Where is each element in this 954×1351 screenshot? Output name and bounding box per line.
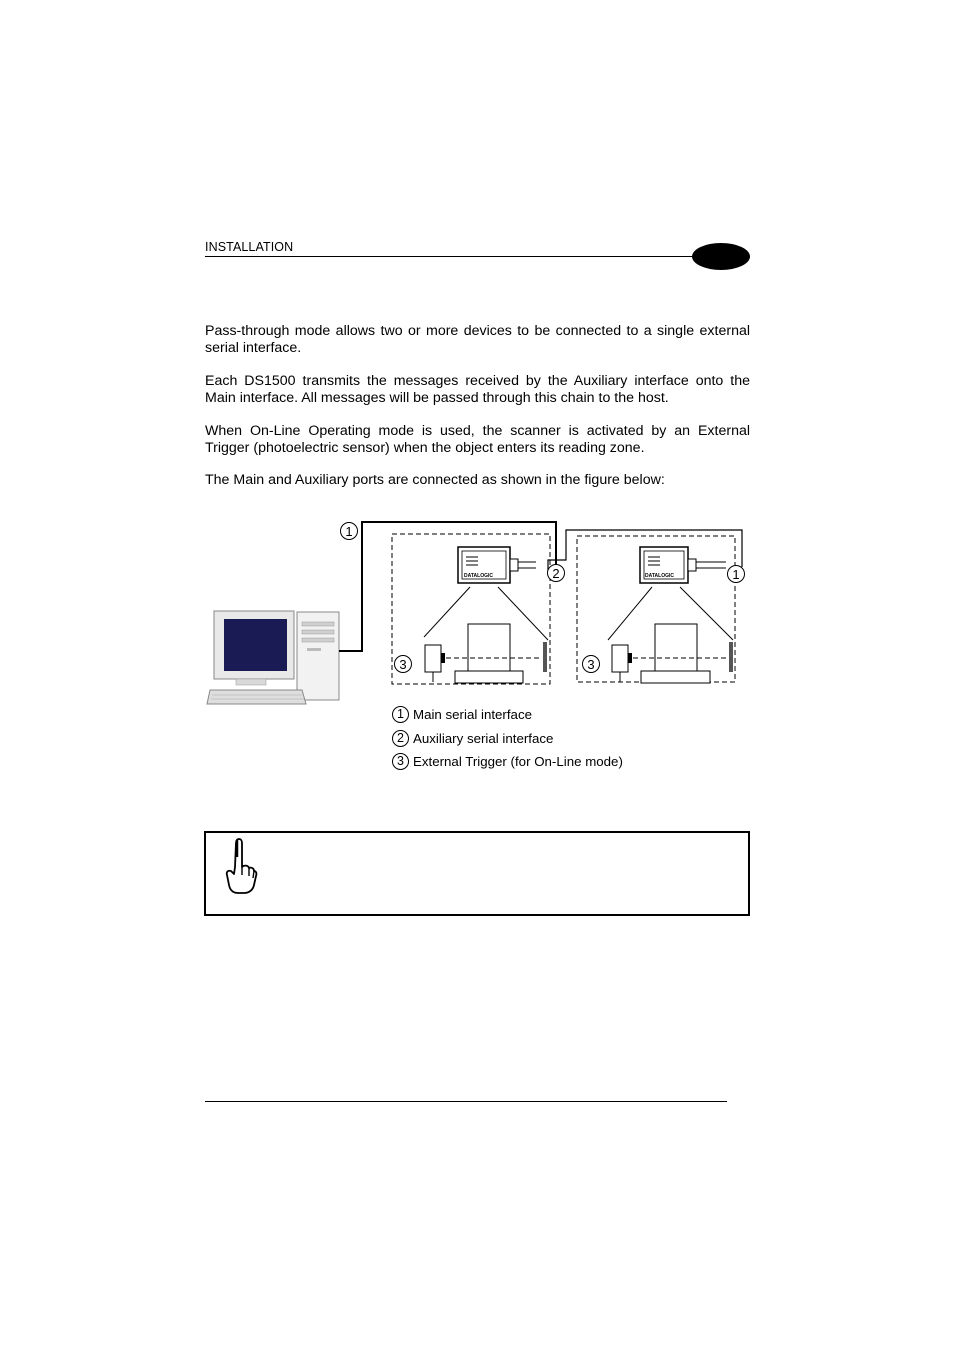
legend-label: Auxiliary serial interface bbox=[413, 730, 554, 746]
paragraph-figure-intro: The Main and Auxiliary ports are connected as shown in the figure below: bbox=[205, 472, 665, 488]
callout-auxiliary-2 bbox=[548, 565, 565, 582]
pass-through-diagram bbox=[200, 510, 760, 710]
legend-number: 2 bbox=[392, 730, 409, 747]
callout-trigger-3a bbox=[395, 656, 412, 673]
legend-item-main bbox=[392, 704, 532, 724]
paragraph-online-mode: When On-Line Operating mode is used, the scanner is activated by an External Trigger (photoelectric sensor) when the object enters its reading zone. bbox=[205, 423, 750, 456]
legend-label: Main serial interface bbox=[413, 706, 532, 722]
paragraph-pass-through: Pass-through mode allows two or more devices to be connected to a single external serial interface. bbox=[205, 323, 750, 356]
main-serial-cable bbox=[339, 522, 556, 651]
svg-text:1: 1 bbox=[345, 524, 353, 539]
svg-text:DATALOGIC: DATALOGIC bbox=[464, 573, 493, 579]
callout-trigger-3b bbox=[583, 656, 600, 673]
footer-rule bbox=[205, 1101, 727, 1102]
callout-main-1b bbox=[728, 566, 745, 583]
svg-text:DATALOGIC: DATALOGIC bbox=[645, 573, 674, 579]
chapter-tab bbox=[692, 243, 750, 270]
legend-item-trigger bbox=[392, 751, 623, 771]
note-box bbox=[204, 831, 750, 916]
host-computer bbox=[207, 611, 339, 704]
pointing-hand-icon bbox=[224, 837, 258, 895]
svg-text:1: 1 bbox=[732, 567, 740, 582]
svg-text:3: 3 bbox=[587, 657, 595, 672]
legend-number: 3 bbox=[392, 753, 409, 770]
paragraph-transmission: Each DS1500 transmits the messages received by the Auxiliary interface onto the Main interface. All messages will be passed through this chain to the host. bbox=[205, 373, 750, 406]
header-rule bbox=[205, 256, 705, 257]
svg-text:2: 2 bbox=[552, 566, 560, 581]
callout-main-1 bbox=[341, 523, 358, 540]
legend-item-auxiliary bbox=[392, 728, 553, 748]
svg-text:3: 3 bbox=[399, 657, 407, 672]
section-title: INSTALLATION bbox=[205, 240, 294, 254]
legend-number: 1 bbox=[392, 706, 409, 723]
legend-label: External Trigger (for On-Line mode) bbox=[413, 753, 623, 769]
